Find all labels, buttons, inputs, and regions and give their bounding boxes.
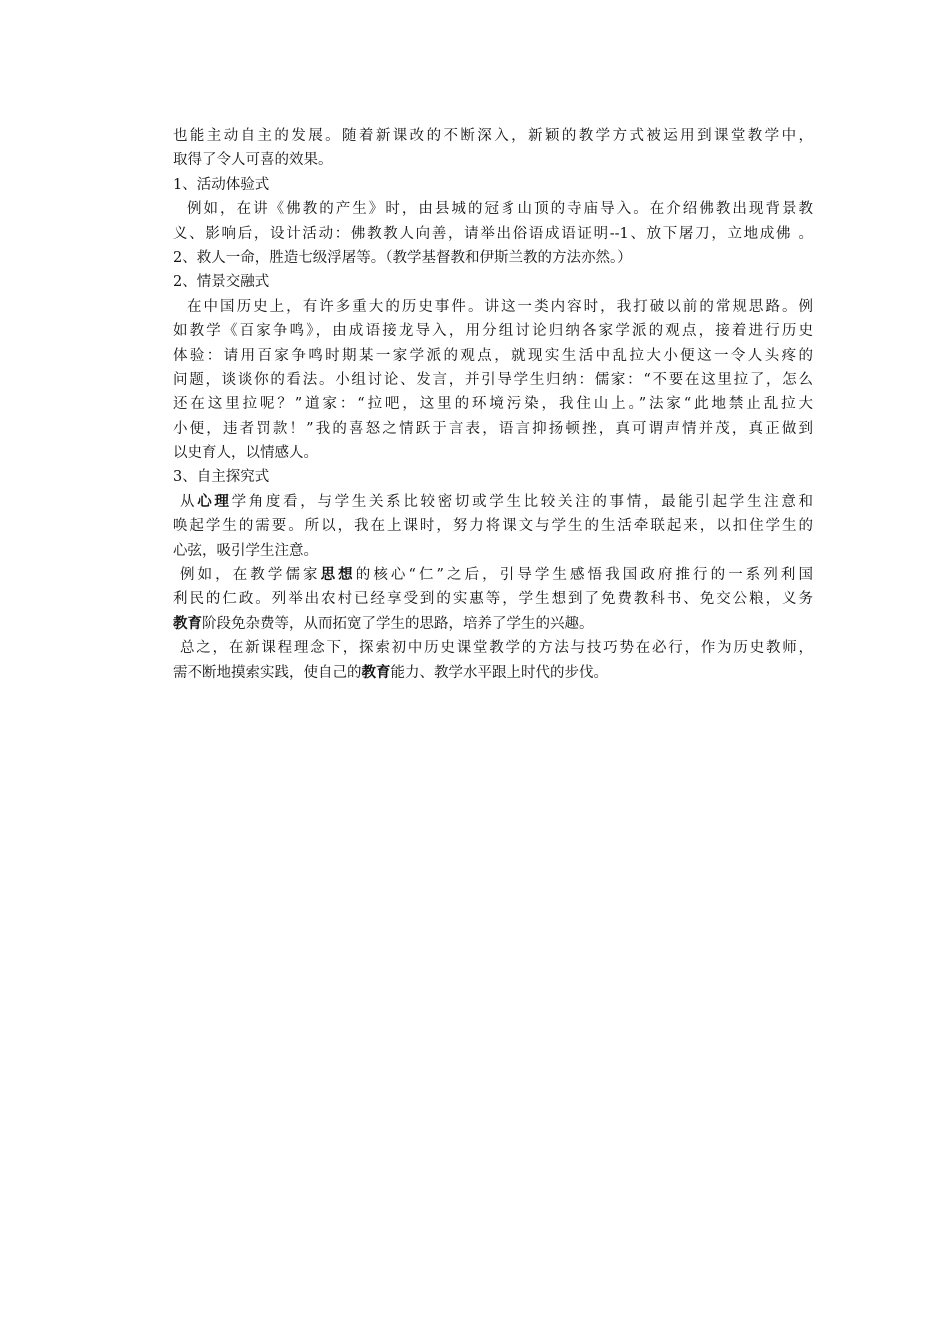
text-line: 以史育人，以情感人。 xyxy=(173,445,318,462)
text-line: 义、影响后，设计活动：佛教教人向善，请举出俗语成语证明--1、放下屠刀，立地成佛 。 xyxy=(173,225,813,242)
text-run: 需不断地摸索实践，使自己的 xyxy=(173,664,362,681)
text-run: 阶段免杂费等，从而拓宽了学生的思路，培养了学生的兴趣。 xyxy=(202,615,594,632)
text-line: 心弦，吸引学生注意。 xyxy=(173,542,318,559)
text-line xyxy=(173,612,813,636)
keyword-link[interactable]: 教育 xyxy=(173,615,202,632)
section-heading: 3、自主探究式 xyxy=(173,469,270,486)
keyword-link[interactable]: 心理 xyxy=(197,493,232,510)
text-run: 学角度看，与学生关系比较密切或学生比较关注的事情，最能引起学生注意和 xyxy=(231,493,814,510)
text-line: 还在这里拉呢？”道家：“拉吧，这里的环境污染，我住山上。”法家“此地禁止乱拉大 xyxy=(173,396,813,413)
text-line xyxy=(173,661,813,685)
text-line: 如教学《百家争鸣》，由成语接龙导入，用分组讨论归纳各家学派的观点，接着进行历史 xyxy=(173,323,813,340)
text-line: 取得了令人可喜的效果。 xyxy=(173,152,333,169)
keyword-link[interactable]: 思想 xyxy=(320,567,356,584)
text-line: 2、救人一命，胜造七级浮屠等。（教学基督教和伊斯兰教的方法亦然。） xyxy=(173,249,632,266)
keyword-link[interactable]: 教育 xyxy=(361,664,391,681)
text-line: 体验：请用百家争鸣时期某一家学派的观点，就现实生活中乱拉大小便这一令人头疼的 xyxy=(173,347,813,364)
text-line: 问题，谈谈你的看法。小组讨论、发言，并引导学生归纳：儒家：“不要在这里拉了，怎么 xyxy=(173,371,813,388)
text-line xyxy=(173,563,813,587)
text-run: 例如，在教学儒家 xyxy=(180,567,321,584)
text-line: 唤起学生的需要。所以，我在上课时，努力将课文与学生的生活牵联起来，以扣住学生的 xyxy=(173,518,813,535)
text-run: 的核心“仁”之后，引导学生感悟我国政府推行的一系列利国 xyxy=(355,567,814,584)
text-line: 利民的仁政。列举出农村已经享受到的实惠等，学生想到了免费教科书、免交公粮，义务 xyxy=(173,591,813,608)
text-run: 能力、教学水平跟上时代的步伐。 xyxy=(390,664,608,681)
document-body xyxy=(173,124,813,685)
text-line: 小便，违者罚款！”我的喜怒之情跃于言表，语言抑扬顿挫，真可谓声情并茂，真正做到 xyxy=(173,420,813,437)
text-line: 总之，在新课程理念下，探索初中历史课堂教学的方法与技巧势在必行，作为历史教师， xyxy=(180,640,813,657)
text-line: 也能主动自主的发展。随着新课改的不断深入，新颖的教学方式被运用到课堂教学中， xyxy=(173,128,813,144)
text-line: 例如，在讲《佛教的产生》时，由县城的冠豸山顶的寺庙导入。在介绍佛教出现背景教 xyxy=(187,201,813,218)
section-heading: 2、情景交融式 xyxy=(173,274,270,291)
text-line: 在中国历史上，有许多重大的历史事件。讲这一类内容时，我打破以前的常规思路。例 xyxy=(187,298,813,315)
section-heading: 1、活动体验式 xyxy=(173,176,270,193)
text-run: 从 xyxy=(180,493,198,510)
text-line xyxy=(173,490,813,514)
